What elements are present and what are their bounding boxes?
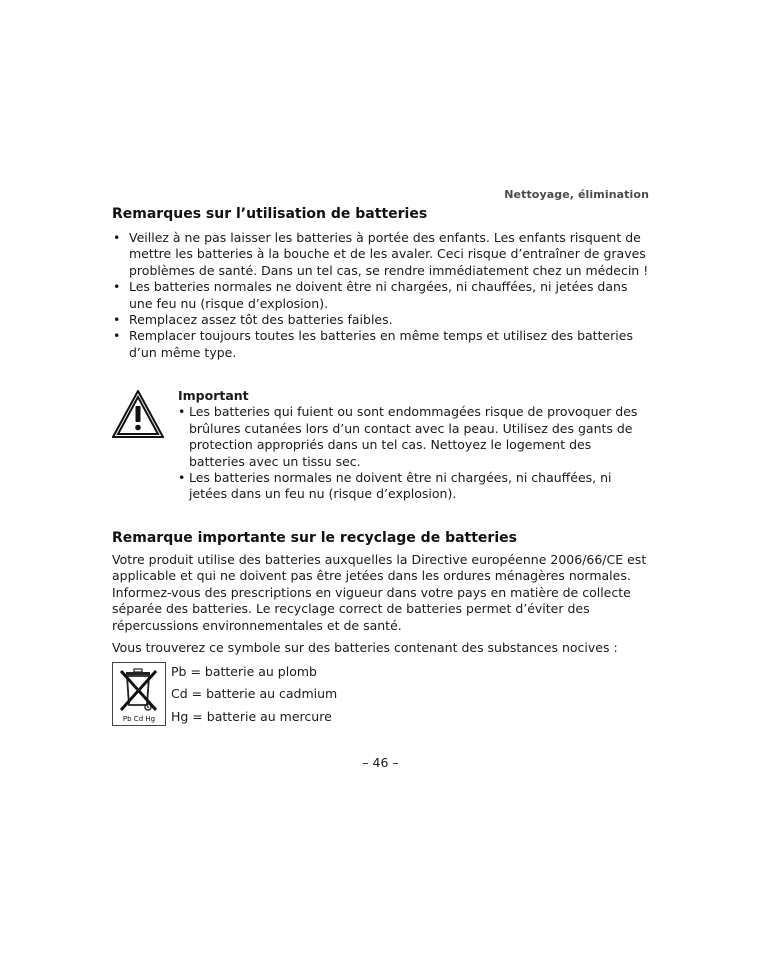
list-item: • Remplacer toujours toutes les batteries en même temps et utilisez des batteries d’un même type.: [113, 328, 633, 360]
bullet-icon: •: [113, 312, 121, 328]
bullet-icon: •: [113, 230, 121, 245]
bullet-icon: •: [113, 328, 121, 344]
running-head: Nettoyage, élimination: [504, 188, 649, 201]
bullet-icon: •: [178, 470, 186, 486]
list-item: • Les batteries normales ne doivent être ni chargées, ni chauffées, ni jetées dans une feu nu (risque d’explosion).: [113, 279, 628, 311]
page-number: – 46 –: [362, 755, 399, 770]
list-item: • Les batteries qui fuient ou sont endommagées risque de provoquer des brûlures cutanées lors d’un contact avec la peau. Utilisez des gants de protection appropriés dans un tel cas. Nettoyez le logement des batteries avec un tissu sec.: [178, 404, 638, 469]
symbol-intro-paragraph: Vous trouverez ce symbole sur des batteries contenant des substances nocives :: [112, 640, 618, 655]
battery-recycling-heading: Remarque importante sur le recyclage de batteries: [112, 530, 517, 546]
symbol-label: Pb Cd Hg: [122, 715, 156, 723]
battery-usage-heading: Remarques sur l’utilisation de batteries: [112, 206, 428, 222]
symbol-legend: [171, 661, 337, 728]
important-notice: [112, 388, 649, 508]
warning-triangle-icon: [112, 390, 164, 438]
bullet-icon: •: [113, 279, 121, 295]
legend-item-mercury: Hg = batterie au mercure: [171, 708, 332, 724]
important-heading: Important: [178, 388, 249, 403]
battery-symbol-box: [112, 662, 166, 726]
legend-item-lead: Pb = batterie au plomb: [171, 664, 317, 679]
important-notice-body: [178, 388, 649, 503]
list-item: • Veillez à ne pas laisser les batteries à portée des enfants. Les enfants risquent de mettre les batteries à la bouche et de les avaler. Ceci risque d’entraîner de graves problèmes de santé. Dans un tel cas, se rendre immédiatement chez un médecin !: [113, 230, 649, 278]
bullet-icon: •: [178, 404, 186, 420]
manual-page: [112, 0, 649, 954]
important-list: [178, 404, 649, 502]
battery-usage-list: [112, 230, 649, 361]
crossed-out-wheelie-bin-icon: [113, 663, 165, 725]
legend-item-cadmium: Cd = batterie au cadmium: [171, 686, 338, 702]
list-item: • Les batteries normales ne doivent être ni chargées, ni chauffées, ni jetées dans un feu nu (risque d’explosion).: [178, 470, 612, 502]
list-item: • Remplacez assez tôt des batteries faibles.: [113, 312, 393, 328]
recycling-paragraph: Votre produit utilise des batteries auxquelles la Directive européenne 2006/66/CE est applicable et qui ne doivent pas être jetées dans les ordures ménagères normales. Informez-vous des prescriptions en vigueur dans votre pays en matière de collecte séparée des batteries. Le recyclage correct de batteries permet d’éviter des répercussions environnementales et de santé.: [112, 552, 647, 633]
